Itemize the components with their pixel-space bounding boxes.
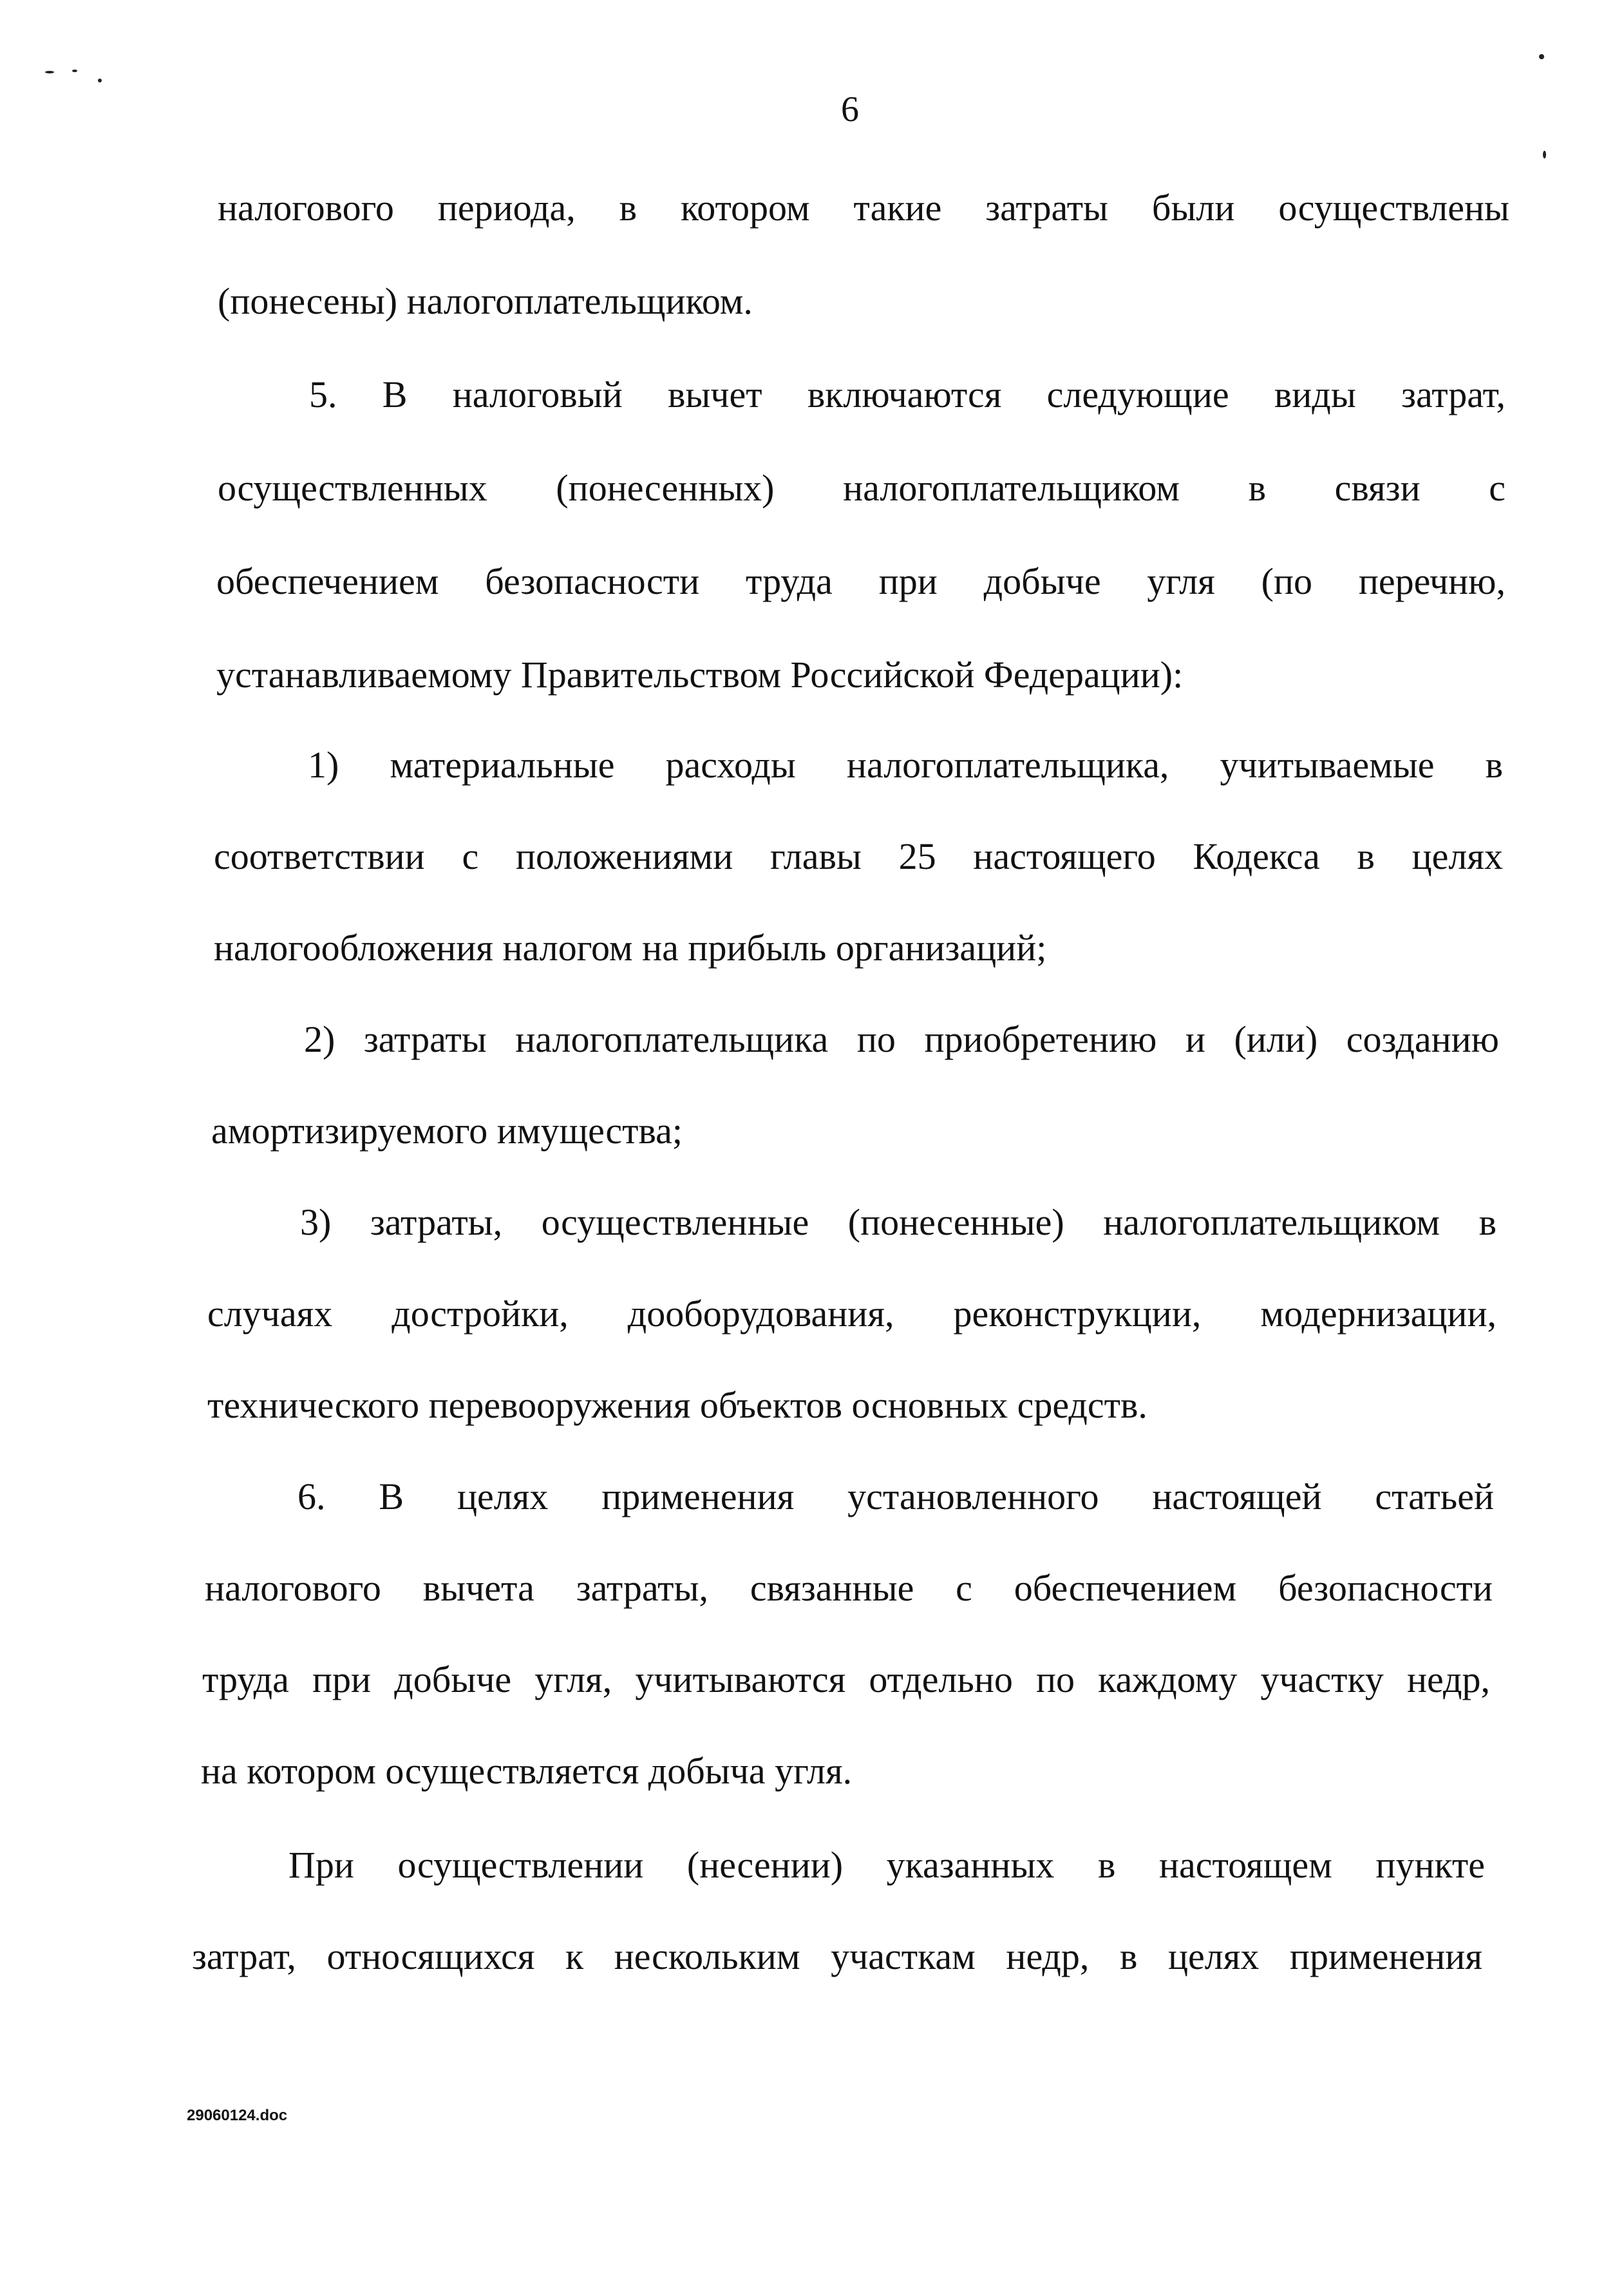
page-number: 6 [841,90,859,129]
scan-speck [1543,151,1546,158]
text-line: 1) материальные расходы налогоплательщика, учитываемые в [308,744,1503,786]
text-line: устанавливаемому Правительством Российской Федерации): [216,654,1184,696]
text-line: 2) затраты налогоплательщика по приобретению и (или) созданию [304,1018,1499,1060]
text-line: (понесены) налогоплательщиком. [218,280,753,322]
scan-speck [45,71,54,73]
text-line: затрат, относящихся к нескольким участкам недр, в целях применения [192,1935,1482,1977]
text-line: налогового вычета затраты, связанные с обеспечением безопасности [205,1567,1493,1609]
text-line: осуществленных (понесенных) налогоплательщиком в связи с [218,467,1506,509]
text-line: 5. В налоговый вычет включаются следующие виды затрат, [309,374,1506,415]
text-line: труда при добыче угля, учитываются отдельно по каждому участку недр, [202,1658,1490,1700]
text-line: При осуществлении (несении) указанных в настоящем пункте [288,1844,1485,1886]
text-line: соответствии с положениями главы 25 настоящего Кодекса в целях [214,835,1503,877]
text-line: обеспечением безопасности труда при добыче угля (по перечню, [216,560,1506,602]
scan-speck [72,70,77,72]
scan-speck [98,79,102,82]
text-line: амортизируемого имущества; [211,1110,683,1152]
text-line: налогообложения налогом на прибыль организаций; [214,927,1047,969]
scan-speck [1539,54,1544,59]
footer-filename: 29060124.doc [187,2107,288,2124]
text-line: 6. В целях применения установленного настоящей статьей [297,1476,1494,1517]
text-line: налогового периода, в котором такие затраты были осуществлены [218,187,1509,229]
text-line: на котором осуществляется добыча угля. [201,1750,853,1792]
text-line: случаях достройки, дооборудования, реконструкции, модернизации, [207,1293,1497,1335]
text-line: 3) затраты, осуществленные (понесенные) налогоплательщиком в [300,1201,1497,1243]
text-line: технического перевооружения объектов основных средств. [207,1384,1147,1426]
